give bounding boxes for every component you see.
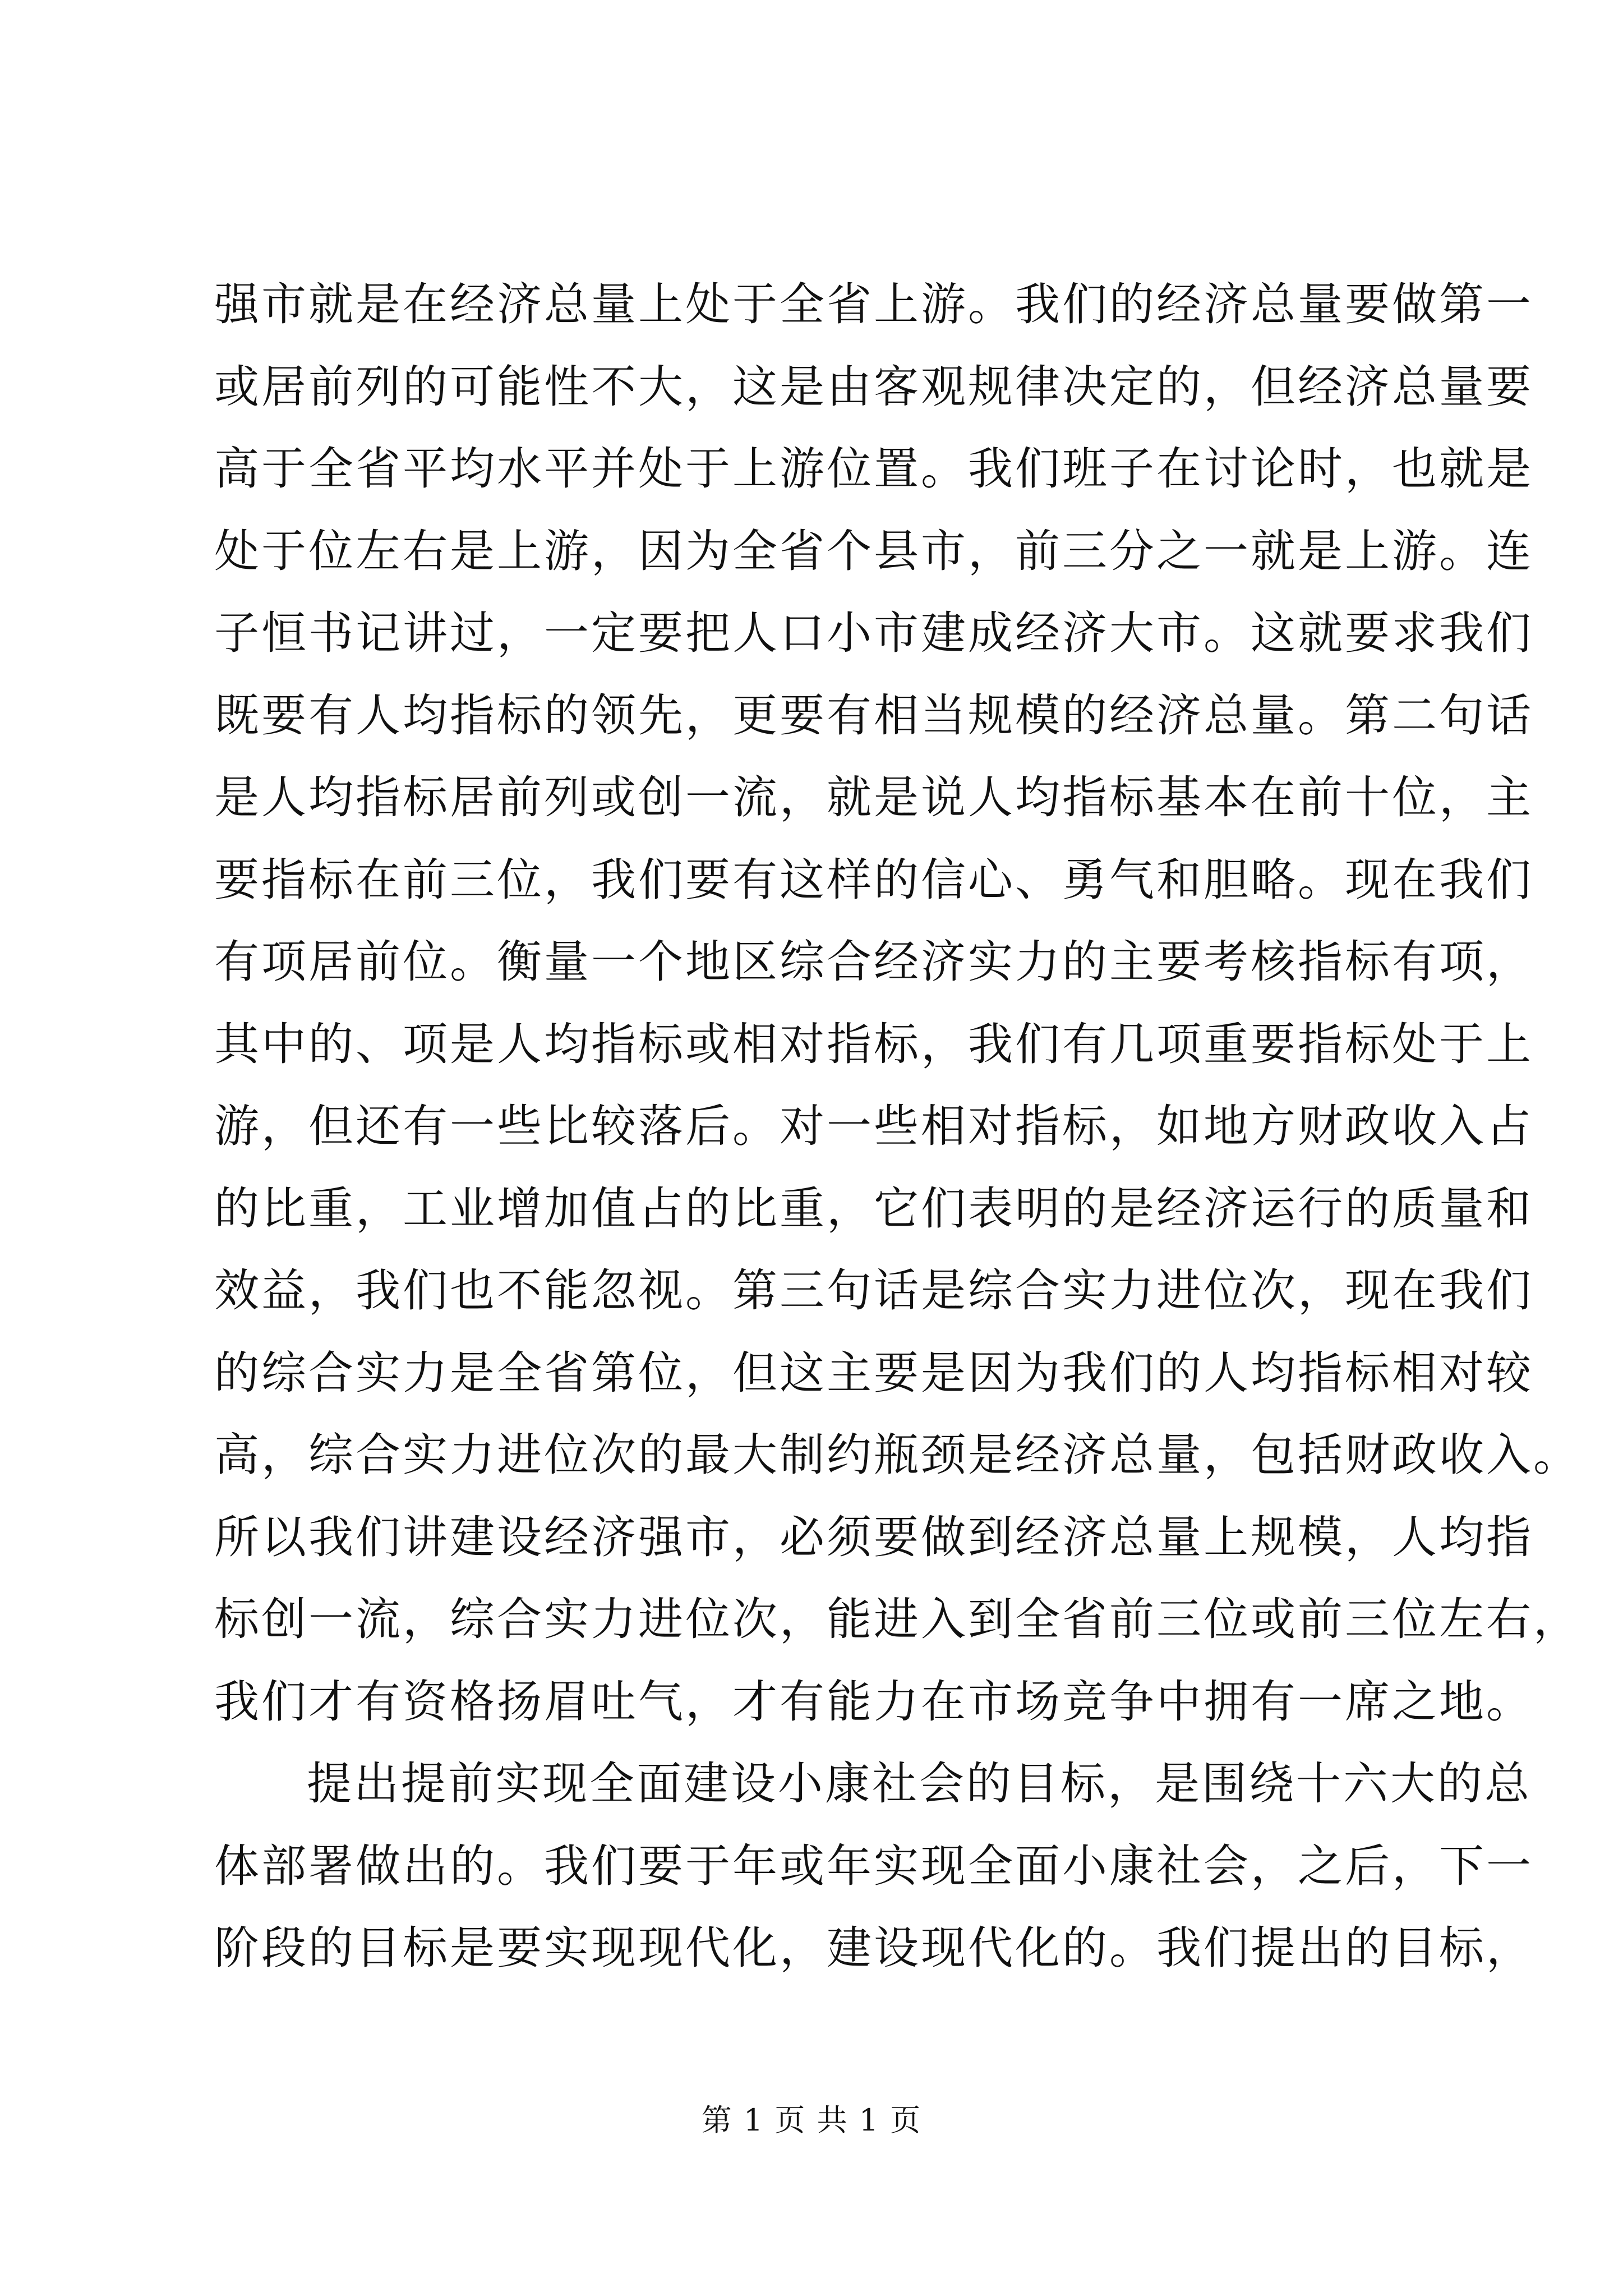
text-line: 有项居前位。衡量一个地区综合经济实力的主要考核指标有项， [214,936,1533,988]
text-line: 是人均指标居前列或创一流，就是说人均指标基本在前十位，主 [214,771,1533,823]
page-number-footer: 第 1 页 共 1 页 [701,2102,922,2138]
text-line: 高于全省平均水平并处于上游位置。我们班子在讨论时，也就是 [214,443,1533,495]
text-line: 或居前列的可能性不大，这是由客观规律决定的，但经济总量要 [214,360,1533,413]
text-line: 既要有人均指标的领先，更要有相当规模的经济总量。第二句话 [214,689,1533,742]
text-line: 我们才有资格扬眉吐气，才有能力在市场竞争中拥有一席之地。 [214,1675,1533,1728]
text-line: 体部署做出的。我们要于年或年实现全面小康社会，之后，下一 [214,1839,1533,1892]
text-line: 其中的、项是人均指标或相对指标，我们有几项重要指标处于上 [214,1018,1533,1070]
text-line: 游，但还有一些比较落后。对一些相对指标，如地方财政收入占 [214,1100,1533,1152]
text-line: 效益，我们也不能忽视。第三句话是综合实力进位次，现在我们 [214,1264,1533,1317]
text-line: 的比重，工业增加值占的比重，它们表明的是经济运行的质量和 [214,1182,1533,1235]
text-line: 所以我们讲建设经济强市，必须要做到经济总量上规模，人均指 [214,1511,1533,1563]
text-line: 高，综合实力进位次的最大制约瓶颈是经济总量，包括财政收入。 [214,1429,1580,1481]
body-text [214,264,1580,1990]
text-line: 阶段的目标是要实现现代化，建设现代化的。我们提出的目标， [214,1922,1533,1974]
text-line: 子恒书记讲过，一定要把人口小市建成经济大市。这就要求我们 [214,607,1533,659]
text-line: 处于位左右是上游，因为全省个县市，前三分之一就是上游。连 [214,524,1533,577]
text-line: 强市就是在经济总量上处于全省上游。我们的经济总量要做第一 [214,278,1533,330]
text-line: 要指标在前三位，我们要有这样的信心、勇气和胆略。现在我们 [214,853,1533,906]
paragraph-first-line: 提出提前实现全面建设小康社会的目标，是围绕十六大的总 [307,1757,1532,1810]
text-line: 的综合实力是全省第位，但这主要是因为我们的人均指标相对较 [214,1346,1533,1399]
text-line: 标创一流，综合实力进位次，能进入到全省前三位或前三位左右， [214,1593,1580,1645]
